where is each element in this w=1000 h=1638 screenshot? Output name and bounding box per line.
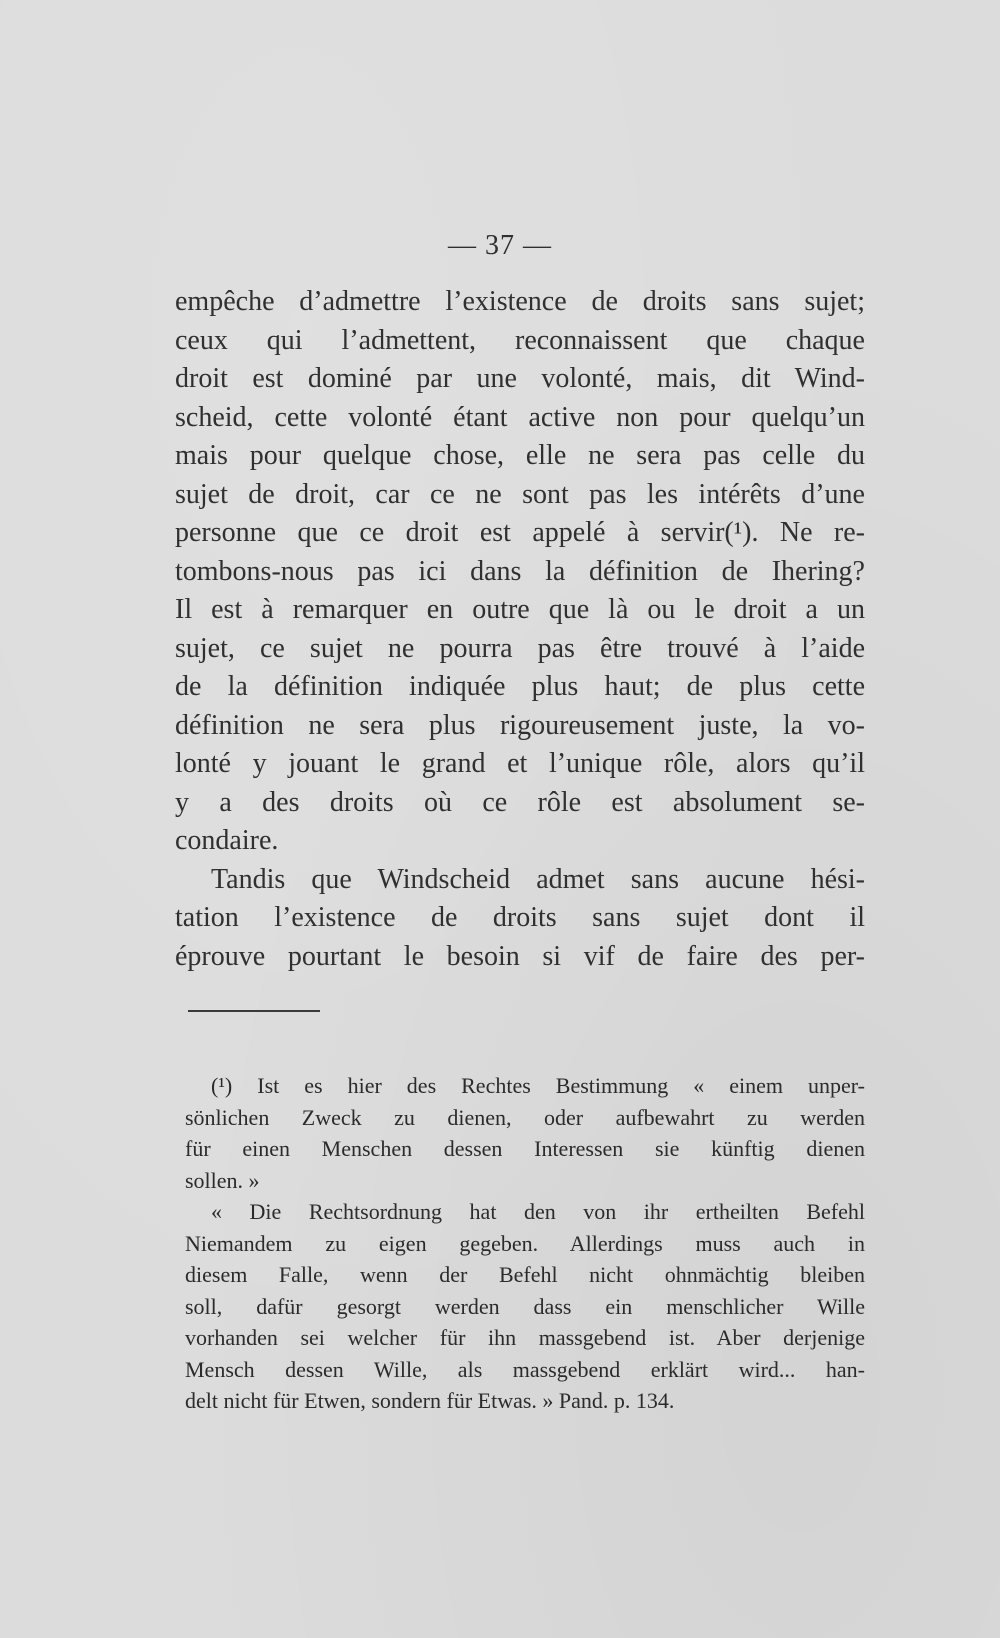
main-text	[175, 283, 865, 976]
text-line: sujet de droit, car ce ne sont pas les intérêts d’une	[175, 478, 865, 510]
footnote-line: (¹) Ist es hier des Rechtes Bestimmung « einem unper-	[211, 1073, 865, 1098]
text-line: sujet, ce sujet ne pourra pas être trouvé à l’aide	[175, 632, 865, 664]
footnote	[185, 1070, 865, 1417]
text-line: éprouve pourtant le besoin si vif de faire des per-	[175, 940, 865, 972]
text-line: Tandis que Windscheid admet sans aucune hési-	[211, 863, 865, 895]
text-line: tombons-nous pas ici dans la définition de Ihering?	[175, 555, 865, 587]
footnote-line: soll, dafür gesorgt werden dass ein menschlicher Wille	[185, 1293, 865, 1319]
footnote-line: Mensch dessen Wille, als massgebend erklärt wird... han-	[185, 1356, 865, 1382]
text-line: Il est à remarquer en outre que là ou le droit a un	[175, 594, 865, 625]
page-number: — 37 —	[448, 230, 552, 261]
text-line: condaire.	[175, 825, 279, 856]
text-line: mais pour quelque chose, elle ne sera pas celle du	[175, 440, 865, 471]
text-line: droit est dominé par une volonté, mais, dit Wind-	[175, 363, 865, 394]
text-line: tation l’existence de droits sans sujet dont il	[175, 902, 865, 933]
footnote-line: « Die Rechtsordnung hat den von ihr ertheilten Befehl	[211, 1199, 865, 1224]
footnote-line: sollen. »	[185, 1167, 260, 1193]
text-line: définition ne sera plus rigoureusement juste, la vo-	[175, 709, 865, 741]
text-line: scheid, cette volonté étant active non pour quelqu’un	[175, 401, 865, 433]
text-line: lonté y jouant le grand et l’unique rôle, alors qu’il	[175, 748, 865, 779]
text-line: y a des droits où ce rôle est absolument se-	[175, 786, 865, 818]
footnote-line: sönlichen Zweck zu dienen, oder aufbewahrt zu werden	[185, 1104, 865, 1130]
footnote-line: für einen Menschen dessen Interessen sie künftig dienen	[185, 1136, 865, 1161]
text-line: de la définition indiquée plus haut; de plus cette	[175, 671, 865, 702]
footnote-line: delt nicht für Etwen, sondern für Etwas. » Pand. p. 134.	[185, 1388, 675, 1413]
footnote-line: diesem Falle, wenn der Befehl nicht ohnmächtig bleiben	[185, 1262, 865, 1287]
text-line: ceux qui l’admettent, reconnaissent que chaque	[175, 324, 865, 356]
text-line: personne que ce droit est appelé à servir(¹). Ne re-	[175, 517, 865, 548]
footnote-line: vorhanden sei welcher für ihn massgebend ist. Aber derjenige	[185, 1325, 865, 1350]
footnote-line: Niemandem zu eigen gegeben. Allerdings muss auch in	[185, 1230, 865, 1256]
footnote-separator	[188, 1010, 320, 1012]
text-line: empêche d’admettre l’existence de droits sans sujet;	[175, 286, 865, 317]
